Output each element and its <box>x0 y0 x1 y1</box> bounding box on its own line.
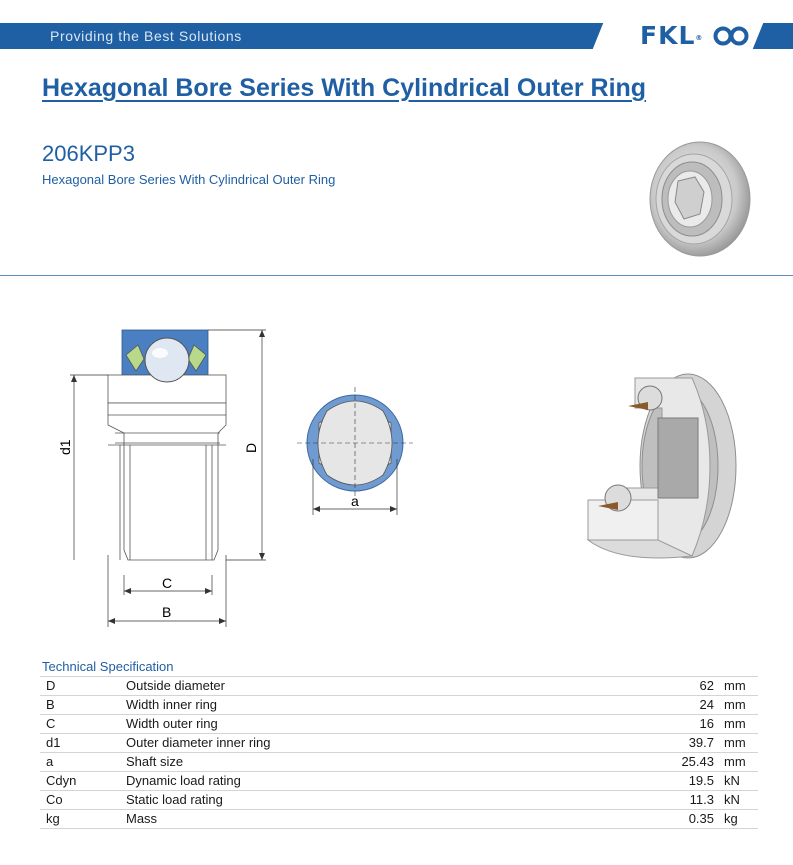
spec-description: Width outer ring <box>122 715 590 734</box>
logo-registered-mark: ® <box>695 34 704 42</box>
table-row <box>40 734 758 753</box>
spec-description: Outer diameter inner ring <box>122 734 590 753</box>
bearing-photo-icon <box>648 140 758 258</box>
spec-value: 11.3 <box>590 791 718 810</box>
table-row <box>40 772 758 791</box>
table-row <box>40 753 758 772</box>
spec-value: 24 <box>590 696 718 715</box>
dim-label-B: B <box>162 604 172 620</box>
spec-symbol: D <box>40 677 122 696</box>
dim-label-D: D <box>243 442 259 453</box>
section-divider <box>0 275 793 276</box>
logo-rings-icon <box>713 25 749 47</box>
spec-unit: mm <box>718 677 758 696</box>
spec-symbol: B <box>40 696 122 715</box>
page-title: Hexagonal Bore Series With Cylindrical Outer Ring <box>42 74 647 102</box>
spec-symbol: a <box>40 753 122 772</box>
spec-description: Shaft size <box>122 753 590 772</box>
table-row <box>40 810 758 829</box>
spec-value: 25.43 <box>590 753 718 772</box>
spec-description: Static load rating <box>122 791 590 810</box>
tagline: Providing the Best Solutions <box>50 28 242 44</box>
spec-unit: kg <box>718 810 758 829</box>
logo-text: FKL <box>640 21 696 50</box>
dim-label-a: a <box>351 493 359 509</box>
dim-label-d1: d1 <box>57 439 73 455</box>
table-row <box>40 715 758 734</box>
spec-description: Mass <box>122 810 590 829</box>
spec-unit: mm <box>718 696 758 715</box>
spec-unit: kN <box>718 772 758 791</box>
table-row <box>40 677 758 696</box>
table-row <box>40 791 758 810</box>
product-subtitle: Hexagonal Bore Series With Cylindrical Outer Ring <box>42 172 336 187</box>
cutaway-icon <box>580 368 740 568</box>
dim-label-C: C <box>162 575 173 591</box>
spec-value: 0.35 <box>590 810 718 829</box>
spec-title: Technical Specification <box>42 659 174 674</box>
spec-description: Dynamic load rating <box>122 772 590 791</box>
cross-section-drawing <box>40 315 280 630</box>
product-code: 206KPP3 <box>42 141 135 166</box>
spec-description: Outside diameter <box>122 677 590 696</box>
spec-symbol: Co <box>40 791 122 810</box>
spec-value: 19.5 <box>590 772 718 791</box>
spec-unit: mm <box>718 715 758 734</box>
spec-description: Width inner ring <box>122 696 590 715</box>
spec-symbol: C <box>40 715 122 734</box>
top-bar <box>0 23 793 49</box>
spec-symbol: kg <box>40 810 122 829</box>
spec-value: 39.7 <box>590 734 718 753</box>
spec-unit: kN <box>718 791 758 810</box>
spec-value: 16 <box>590 715 718 734</box>
spec-symbol: d1 <box>40 734 122 753</box>
spec-value: 62 <box>590 677 718 696</box>
spec-unit: mm <box>718 753 758 772</box>
spec-table <box>40 676 758 829</box>
hex-bore-drawing <box>295 385 420 515</box>
spec-unit: mm <box>718 734 758 753</box>
fkl-logo-icon[interactable] <box>640 23 749 49</box>
table-row <box>40 696 758 715</box>
spec-symbol: Cdyn <box>40 772 122 791</box>
